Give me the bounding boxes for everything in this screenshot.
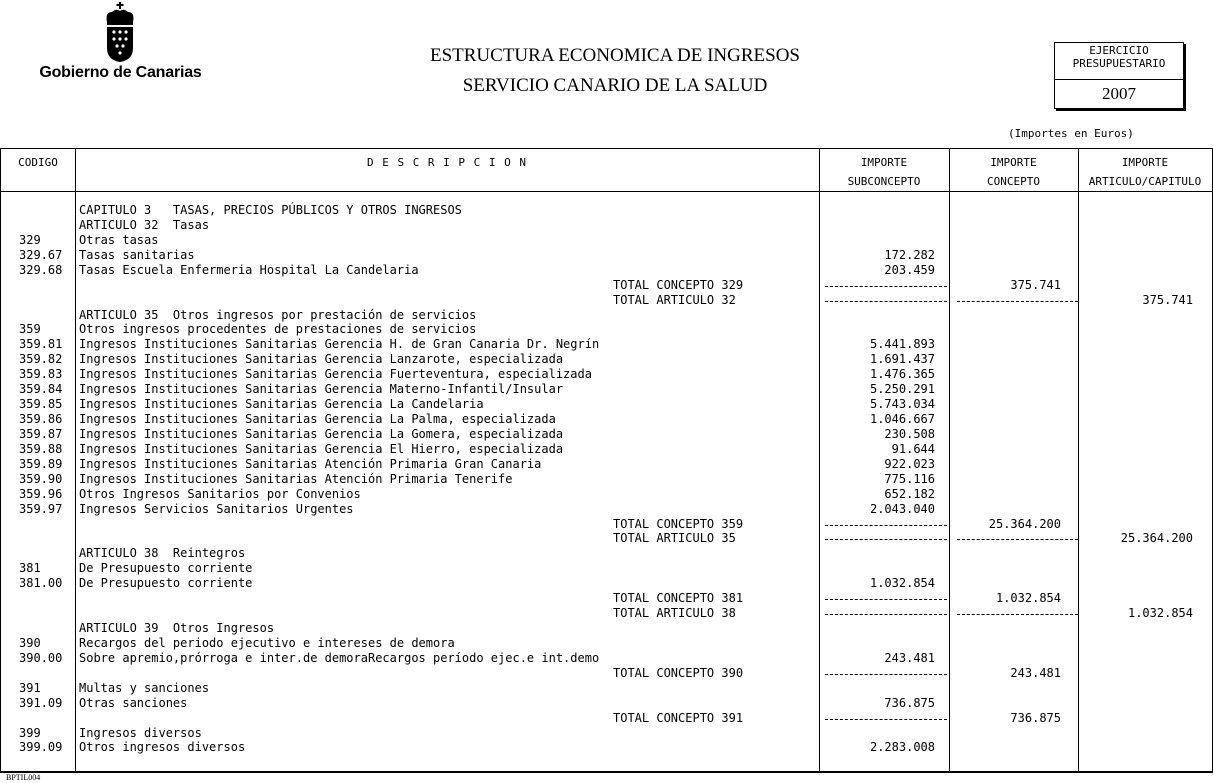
units-note: (Importes en Euros)	[1008, 127, 1134, 140]
total-label: TOTAL CONCEPTO 381	[613, 591, 744, 606]
table-row	[1, 248, 1212, 263]
table-row	[1, 561, 1212, 576]
dashed-separator	[825, 286, 947, 287]
total-concepto-row	[1, 711, 1212, 726]
row-code: 359.88	[19, 441, 63, 456]
row-importe-subconcepto: 2.043.040	[869, 501, 935, 516]
row-code: 359.83	[19, 367, 63, 382]
row-code: 359.86	[19, 412, 63, 427]
row-description: ARTICULO 35 Otros ingresos por prestación de servicios	[79, 307, 477, 322]
table-row	[1, 352, 1212, 367]
table-row	[1, 487, 1212, 502]
row-description: Ingresos Instituciones Sanitarias Gerencia Fuerteventura, especializada	[79, 367, 592, 382]
row-importe-subconcepto: 172.282	[884, 247, 935, 262]
row-code: 391	[19, 680, 41, 695]
total-label: TOTAL CONCEPTO 359	[613, 516, 744, 531]
total-importe-concepto: 25.364.200	[988, 516, 1061, 531]
dashed-separator	[825, 525, 947, 526]
row-importe-subconcepto: 736.875	[884, 695, 935, 710]
row-description: Otros Ingresos Sanitarios por Convenios	[79, 486, 361, 501]
col-header-concepto	[949, 153, 1078, 191]
col-header-con-line1: IMPORTE	[990, 156, 1037, 169]
row-code: 359.89	[19, 456, 63, 471]
table-row	[1, 726, 1212, 741]
total-label: TOTAL CONCEPTO 390	[613, 665, 744, 680]
row-code: 391.09	[19, 695, 63, 710]
row-code: 399	[19, 725, 41, 740]
row-importe-subconcepto: 5.441.893	[869, 337, 935, 352]
total-articulo-row	[1, 531, 1212, 546]
row-code: 381	[19, 561, 41, 576]
table-row	[1, 636, 1212, 651]
table-row	[1, 740, 1212, 755]
table-row	[1, 442, 1212, 457]
row-importe-subconcepto: 5.743.034	[869, 397, 935, 412]
row-description: De Presupuesto corriente	[79, 576, 253, 591]
gobierno-de-canarias-logo	[28, 0, 213, 90]
row-description: ARTICULO 38 Reintegros	[79, 546, 246, 561]
row-importe-subconcepto: 652.182	[884, 486, 935, 501]
total-articulo-row	[1, 606, 1212, 621]
row-description: Otras sanciones	[79, 695, 188, 710]
row-code: 329.68	[19, 262, 63, 277]
row-description: CAPITULO 3 TASAS, PRECIOS PÚBLICOS Y OTROS INGRESOS	[79, 203, 462, 217]
table-row	[1, 263, 1212, 278]
total-concepto-row	[1, 278, 1212, 293]
row-importe-subconcepto: 203.459	[884, 262, 935, 277]
row-importe-subconcepto: 775.116	[884, 471, 935, 486]
row-code: 359.97	[19, 501, 63, 516]
col-header-art-line2: ARTICULO/CAPITULO	[1088, 175, 1202, 188]
row-code: 329	[19, 232, 41, 247]
row-code: 359.96	[19, 486, 63, 501]
total-importe-concepto: 736.875	[1010, 710, 1061, 725]
total-articulo-row	[1, 293, 1212, 308]
row-description: Ingresos Instituciones Sanitarias Gerencia La Candelaria	[79, 397, 484, 412]
col-header-codigo: CODIGO	[18, 156, 58, 169]
total-importe-articulo: 375.741	[1142, 292, 1193, 307]
dashed-separator	[825, 599, 947, 600]
dashed-separator	[957, 539, 1078, 540]
total-label: TOTAL CONCEPTO 391	[613, 710, 744, 725]
row-importe-subconcepto: 1.046.667	[869, 412, 935, 427]
table-row	[1, 681, 1212, 696]
ejercicio-label-line2: PRESUPUESTARIO	[1072, 57, 1166, 70]
ejercicio-label	[1055, 44, 1183, 70]
total-label: TOTAL ARTICULO 32	[613, 292, 736, 307]
table-row	[1, 367, 1212, 382]
row-importe-subconcepto: 91.644	[891, 441, 935, 456]
row-description: Ingresos Servicios Sanitarios Urgentes	[79, 501, 354, 516]
budget-table	[0, 148, 1213, 773]
row-code: 390.00	[19, 650, 63, 665]
total-concepto-row	[1, 517, 1212, 532]
row-importe-subconcepto: 5.250.291	[869, 382, 935, 397]
row-importe-subconcepto: 922.023	[884, 456, 935, 471]
row-description: Tasas Escuela Enfermeria Hospital La Candelaria	[79, 262, 419, 277]
col-header-sub-line1: IMPORTE	[860, 156, 908, 169]
total-label: TOTAL ARTICULO 35	[613, 531, 736, 546]
table-row	[1, 412, 1212, 427]
row-description: Ingresos Instituciones Sanitarias Gerencia El Hierro, especializada	[79, 441, 564, 456]
table-row	[1, 322, 1212, 337]
total-importe-concepto: 243.481	[1010, 665, 1061, 680]
report-subtitle: SERVICIO CANARIO DE LA SALUD	[462, 75, 768, 96]
row-description: Ingresos diversos	[79, 725, 202, 740]
row-code: 359.90	[19, 471, 63, 486]
col-header-con-line2: CONCEPTO	[987, 175, 1040, 188]
table-row	[1, 621, 1212, 636]
table-row	[1, 203, 1212, 218]
table-row	[1, 337, 1212, 352]
row-description: Ingresos Instituciones Sanitarias Atención Primaria Tenerife	[79, 471, 513, 486]
ejercicio-year: 2007	[1055, 79, 1183, 108]
total-label: TOTAL ARTICULO 38	[613, 606, 736, 621]
row-code: 329.67	[19, 247, 63, 262]
total-importe-articulo: 25.364.200	[1120, 531, 1193, 546]
dashed-separator	[825, 614, 947, 615]
coat-of-arms-icon	[28, 0, 213, 64]
total-label: TOTAL CONCEPTO 329	[613, 277, 744, 292]
table-row	[1, 233, 1212, 248]
table-row	[1, 696, 1212, 711]
total-importe-concepto: 1.032.854	[995, 591, 1061, 606]
row-description: Otros ingresos procedentes de prestaciones de servicios	[79, 322, 477, 337]
row-code: 359.84	[19, 382, 63, 397]
report-title: ESTRUCTURA ECONOMICA DE INGRESOS	[429, 45, 800, 66]
row-importe-subconcepto: 243.481	[884, 650, 935, 665]
row-description: Ingresos Instituciones Sanitarias Gerencia Lanzarote, especializada	[79, 352, 564, 367]
row-description: De Presupuesto corriente	[79, 561, 253, 576]
total-importe-concepto: 375.741	[1010, 277, 1061, 292]
col-header-sub-line2: SUBCONCEPTO	[847, 175, 921, 188]
row-description: Otras tasas	[79, 232, 159, 247]
table-row	[1, 576, 1212, 591]
row-code: 359.87	[19, 426, 63, 441]
dashed-separator	[957, 301, 1078, 302]
table-row	[1, 427, 1212, 442]
header-divider	[1, 191, 1212, 192]
col-header-articulo	[1078, 153, 1212, 191]
row-description: Ingresos Instituciones Sanitarias Gerencia La Gomera, especializada	[79, 426, 564, 441]
row-description: Sobre apremio,prórroga e inter.de demoraRecargos período ejec.e int.demo	[79, 650, 600, 665]
row-description: Recargos del periodo ejecutivo e intereses de demora	[79, 635, 455, 650]
row-importe-subconcepto: 2.283.008	[869, 740, 935, 755]
row-code: 359.85	[19, 397, 63, 412]
row-code: 359	[19, 322, 41, 337]
total-importe-articulo: 1.032.854	[1127, 606, 1193, 621]
col-header-subconcepto	[819, 153, 949, 191]
ejercicio-box	[1054, 42, 1184, 109]
row-code: 359.82	[19, 352, 63, 367]
report-code: BPTIL004	[6, 773, 41, 782]
row-code: 359.81	[19, 337, 63, 352]
col-header-descripcion: D E S C R I P C I O N	[366, 156, 528, 169]
row-description: Ingresos Instituciones Sanitarias Gerencia H. de Gran Canaria Dr. Negrín	[79, 337, 600, 352]
row-importe-subconcepto: 1.691.437	[869, 352, 935, 367]
row-description: Tasas sanitarias	[79, 247, 195, 262]
row-description: ARTICULO 32 Tasas	[79, 217, 210, 232]
table-row	[1, 397, 1212, 412]
row-description: Ingresos Instituciones Sanitarias Gerencia La Palma, especializada	[79, 412, 556, 427]
total-concepto-row	[1, 666, 1212, 681]
dashed-separator	[825, 301, 947, 302]
table-row	[1, 308, 1212, 323]
row-description: Ingresos Instituciones Sanitarias Gerencia Materno-Infantil/Insular	[79, 382, 564, 397]
row-importe-subconcepto: 1.476.365	[869, 367, 935, 382]
org-name: Gobierno de Canarias	[39, 64, 202, 81]
dashed-separator	[825, 674, 947, 675]
row-description: Ingresos Instituciones Sanitarias Atención Primaria Gran Canaria	[79, 456, 542, 471]
table-row	[1, 218, 1212, 233]
row-code: 390	[19, 635, 41, 650]
row-description: Multas y sanciones	[79, 680, 210, 695]
row-description: Otros ingresos diversos	[79, 740, 246, 755]
table-row	[1, 502, 1212, 517]
row-code: 399.09	[19, 740, 63, 755]
row-importe-subconcepto: 1.032.854	[869, 576, 935, 591]
col-header-art-line1: IMPORTE	[1121, 156, 1169, 169]
row-importe-subconcepto: 230.508	[884, 426, 935, 441]
table-row	[1, 472, 1212, 487]
row-code: 381.00	[19, 576, 63, 591]
table-row	[1, 546, 1212, 561]
dashed-separator	[825, 539, 947, 540]
dashed-separator	[825, 719, 947, 720]
table-row	[1, 382, 1212, 397]
total-concepto-row	[1, 591, 1212, 606]
dashed-separator	[957, 614, 1078, 615]
ejercicio-label-line1: EJERCICIO	[1089, 44, 1149, 57]
table-row	[1, 651, 1212, 666]
table-row	[1, 457, 1212, 472]
row-description: ARTICULO 39 Otros Ingresos	[79, 621, 275, 636]
